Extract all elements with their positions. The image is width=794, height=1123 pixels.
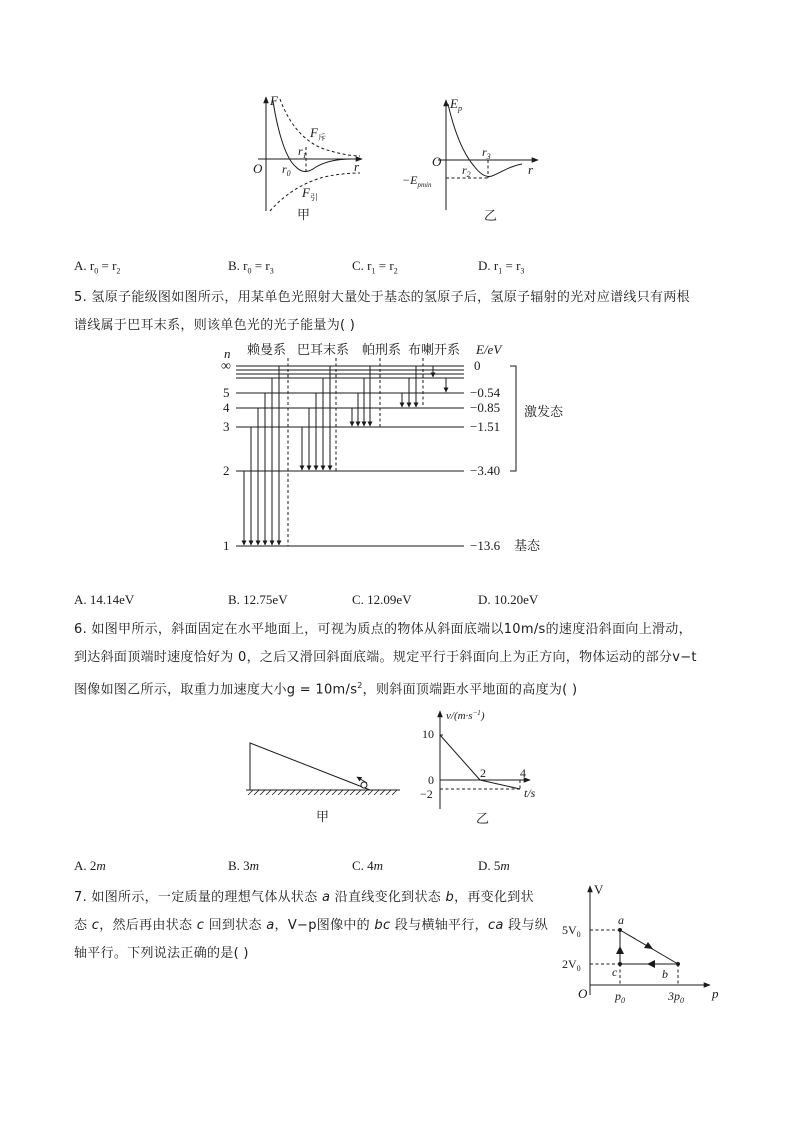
q4-yi-emin-label: $-E_{pmin}$ (402, 173, 432, 189)
choice-sub: 0 (94, 266, 99, 276)
q4-yi-r3-label: $r_3$ (482, 145, 491, 161)
q6-vt-series-line (440, 735, 520, 789)
choice-term: r (367, 258, 372, 273)
q5-series-lyman: 赖曼系 (247, 342, 287, 357)
q7-arrow-bc (647, 960, 655, 968)
q4-jia-attractive-curve (270, 173, 360, 211)
choice-letter: C. (352, 858, 364, 873)
q6-ground-hatch (248, 790, 397, 795)
choice-sub: 1 (371, 266, 376, 276)
q6-vt-ytick-minus2: −2 (420, 787, 433, 801)
q5-n-label: n (224, 346, 231, 361)
choice-term: r (265, 258, 270, 273)
choice-text: 12.09eV (367, 592, 412, 607)
choice-letter: A. (74, 258, 87, 273)
q7-p0-label: $p_0$ (615, 989, 625, 1005)
choice-text: 12.75eV (243, 592, 288, 607)
q6-choice-c[interactable] (352, 858, 383, 874)
q7-line2: 态 c，然后再由状态 c 回到状态 a，V−p图像中的 bc 段与横轴平行，ca 段与纵 (74, 918, 549, 933)
q5-paschen-arrows (352, 366, 370, 426)
choice-term: r (243, 258, 248, 273)
q6-vt-y-label: $v/(m\cdot s^{-1})$ (446, 709, 485, 722)
choice-term: r (493, 258, 499, 273)
q5-ground-label: 基态 (514, 538, 541, 553)
choice-eq: = (251, 258, 266, 273)
q7-line1: 7. 如图所示，一定质量的理想气体从状态 a 沿直线变化到状态 b，再变化到状 (74, 890, 534, 905)
q7-question (74, 884, 574, 968)
q4-figure-jia (240, 85, 380, 225)
choice-letter: B. (228, 592, 240, 607)
q4-jia-origin: O (253, 161, 263, 176)
choice-num: 4 (367, 858, 374, 873)
q7-b-label: b (662, 967, 668, 981)
choice-sub: 3 (269, 266, 274, 276)
q5-line2: 谱线属于巴耳末系，则该单色光的光子能量为( ) (74, 318, 356, 333)
q4-yi-origin: O (432, 154, 442, 169)
q6-incline (250, 743, 370, 790)
q5-level-n-inf: ∞ (221, 359, 231, 374)
q5-level-e-1: −13.6 (470, 538, 501, 553)
q7-point-c (618, 962, 622, 966)
q5-question (74, 284, 734, 340)
choice-eq: = (375, 258, 390, 273)
choice-letter: A. (74, 858, 87, 873)
q7-point-b (676, 962, 680, 966)
q6-vt-chart (410, 705, 560, 830)
choice-unit: m (500, 858, 510, 873)
q6-velocity-arrow (357, 777, 367, 783)
q5-level-n-4: 4 (223, 400, 230, 415)
q5-level-lines (236, 366, 464, 546)
q7-v-label: V (594, 882, 604, 897)
q5-series-paschen: 帕刑系 (362, 342, 402, 357)
q6-line2: 到达斜面顶端时速度恰好为 0，之后又滑回斜面底端。规定平行于斜面向上为正方向，物体运动的部分v−t (74, 650, 697, 665)
choice-sub: 2 (116, 266, 121, 276)
q6-vt-x-label: t/s (524, 786, 536, 800)
q7-point-a (618, 928, 622, 932)
q4-jia-r0-label: $r_0$ (282, 162, 291, 178)
q4-jia-repulsive-curve (280, 99, 360, 156)
q4-yi-x-label: r (528, 162, 534, 177)
q7-arrow-ab (644, 942, 653, 949)
choice-sub: 3 (520, 266, 525, 276)
q6-choice-d[interactable] (478, 858, 510, 874)
q5-level-n-3: 3 (223, 419, 230, 434)
q6-vt-ytick-10: 10 (422, 727, 434, 741)
q6-choice-b[interactable] (228, 858, 259, 874)
q4-jia-repulsive-label: $F_斥$ (310, 125, 326, 142)
q7-2v0-label: $2V_0$ (562, 957, 581, 973)
q4-figure-yi (398, 90, 548, 225)
choice-sub: 2 (393, 266, 398, 276)
choice-letter: C. (352, 592, 364, 607)
q4-yi-r2-label: $r_2$ (462, 163, 471, 179)
choice-letter: B. (228, 858, 240, 873)
q6-vt-xtick-2: 2 (480, 766, 486, 780)
q5-level-e-3: −1.51 (470, 419, 501, 434)
choice-num: 5 (493, 858, 501, 873)
q4-choice-b[interactable] (228, 258, 274, 276)
q4-yi-potential-curve (448, 104, 522, 177)
q5-level-e-5: −0.54 (470, 385, 501, 400)
q5-energy-label: E/eV (476, 342, 502, 357)
q5-choice-c[interactable] (352, 592, 412, 608)
q4-jia-r1-label: $r_1$ (298, 144, 307, 160)
q4-choice-a[interactable] (74, 258, 120, 276)
q5-choice-d[interactable] (478, 592, 538, 608)
q7-a-label: a (618, 913, 624, 927)
q4-jia-caption: 甲 (297, 207, 311, 222)
q4-jia-attractive-label: $F_引$ (302, 185, 318, 202)
q6-jia-caption: 甲 (316, 809, 330, 824)
choice-term: r (389, 258, 394, 273)
choice-text: 10.20eV (493, 592, 539, 607)
q6-vt-origin: 0 (428, 773, 434, 787)
q6-figure-jia (240, 735, 410, 825)
choice-term: r (112, 258, 117, 273)
q5-choice-b[interactable] (228, 592, 288, 608)
q4-yi-caption: 乙 (484, 208, 498, 223)
q7-c-label: c (612, 965, 618, 979)
q4-jia-x-label: r (354, 159, 360, 174)
q5-balmer-arrows (302, 366, 330, 470)
q4-jia-y-label: F (270, 93, 278, 108)
q5-level-n-2: 2 (223, 463, 230, 478)
q5-level-e-2: −3.40 (470, 463, 501, 478)
choice-eq: = (98, 258, 113, 273)
choice-num: 3 (243, 858, 250, 873)
q6-line3-a: 图像如图乙所示，取重力加速度大小g = 10m/s (74, 682, 358, 698)
choice-sub: 1 (498, 266, 503, 276)
q5-level-n-1: 1 (223, 538, 230, 553)
choice-term: r (516, 258, 521, 273)
q7-vp-diagram (560, 880, 730, 1010)
choice-num: 2 (89, 858, 97, 873)
q7-5v0-label: $5V_0$ (562, 923, 581, 939)
q6-line3-b: ，则斜面顶端距水平地面的高度为( ) (362, 682, 578, 698)
q6-choice-a[interactable] (74, 858, 106, 874)
q4-choice-d[interactable] (478, 258, 524, 276)
choice-term: r (89, 258, 95, 273)
choice-letter: C. (352, 258, 364, 273)
q6-line1: 6. 如图甲所示，斜面固定在水平地面上，可视为质点的物体从斜面底端以10m/s的速度沿斜面向上滑动， (74, 622, 692, 637)
choice-letter: A. (74, 592, 87, 607)
q5-level-e-4: −0.85 (470, 400, 501, 415)
q5-brackett-arrows (402, 366, 416, 407)
q7-origin: O (578, 986, 588, 1001)
q5-level-e-inf: 0 (474, 358, 481, 373)
choice-unit: m (373, 858, 384, 873)
choice-eq: = (502, 258, 517, 273)
q5-choice-a[interactable] (74, 592, 134, 608)
q6-vt-caption: 乙 (476, 811, 490, 826)
q6-line3 (74, 672, 754, 704)
q5-series-balmer: 巴耳末系 (297, 342, 350, 357)
choice-unit: m (96, 858, 106, 873)
q4-yi-y-label: $E_p$ (450, 96, 462, 113)
q7-p-label: p (712, 986, 719, 1001)
q5-series-brackett: 布喇开系 (408, 342, 461, 357)
q5-energy-level-diagram (218, 340, 588, 560)
q7-arrow-ca (616, 946, 624, 954)
q6-line3-sup: 2 (357, 681, 363, 690)
q7-3p0-label: $3p_0$ (668, 989, 684, 1005)
q4-choice-c[interactable] (352, 258, 398, 276)
choice-letter: D. (478, 858, 491, 873)
choice-letter: D. (478, 592, 491, 607)
q7-line3: 轴平行。下列说法正确的是( ) (74, 946, 249, 961)
q5-line1: 5. 氢原子能级图如图所示，用某单色光照射大量处于基态的氢原子后，氢原子辐射的光对应谱线只有两根 (74, 290, 690, 305)
choice-unit: m (249, 858, 260, 873)
q5-excited-bracket (510, 366, 516, 471)
choice-sub: 0 (247, 266, 252, 276)
q5-level-n-5: 5 (223, 385, 230, 400)
choice-letter: D. (478, 258, 491, 273)
q5-excited-label: 激发态 (524, 404, 564, 419)
choice-letter: B. (228, 258, 240, 273)
q6-question (74, 616, 754, 704)
choice-text: 14.14eV (89, 592, 135, 607)
q6-vt-xtick-4: 4 (520, 766, 526, 780)
